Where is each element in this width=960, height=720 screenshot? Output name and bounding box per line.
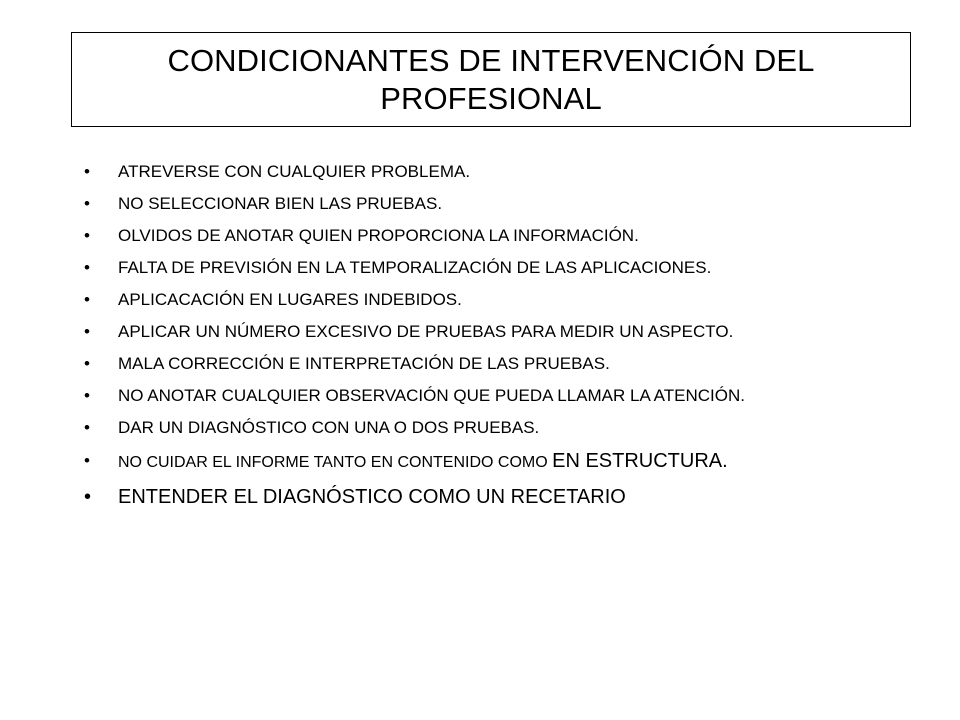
list-item [84,320,884,344]
bullet-icon: • [84,322,90,341]
list-item [84,384,884,408]
list-item [84,416,884,440]
list-item-text: NO SELECCIONAR BIEN LAS PRUEBAS. [118,194,443,213]
bullet-icon: • [84,354,90,373]
list-item-text: ENTENDER EL DIAGNÓSTICO COMO UN RECETARIO [118,486,626,508]
bullet-icon: • [84,418,90,437]
list-item-text: ATREVERSE CON CUALQUIER PROBLEMA. [118,162,471,181]
list-item-last [84,484,884,511]
list-item-text: FALTA DE PREVISIÓN EN LA TEMPORALIZACIÓN DE LAS APLICACIONES. [118,258,712,277]
list-item-text-small: NO CUIDAR EL INFORME TANTO EN CONTENIDO COMO [118,454,553,471]
list-item-text-large: EN ESTRUCTURA. [552,450,728,472]
bullet-icon: • [84,226,90,245]
list-item-text: DAR UN DIAGNÓSTICO CON UNA O DOS PRUEBAS. [118,418,540,437]
bullet-icon: • [84,258,90,277]
list-item-text: OLVIDOS DE ANOTAR QUIEN PROPORCIONA LA INFORMACIÓN. [118,226,639,245]
bullet-icon: • [84,194,90,213]
list-item-mixed [84,448,884,476]
list-item [84,192,884,216]
bullet-icon: • [84,386,90,405]
bullet-icon: • [84,486,92,508]
list-item-text: NO ANOTAR CUALQUIER OBSERVACIÓN QUE PUEDA LLAMAR LA ATENCIÓN. [118,386,745,405]
list-item [84,288,884,312]
list-item-text: MALA CORRECCIÓN E INTERPRETACIÓN DE LAS PRUEBAS. [118,354,610,373]
list-item [84,256,884,280]
list-item [84,160,884,184]
list-item-text: APLICACACIÓN EN LUGARES INDEBIDOS. [118,290,462,309]
list-item-text: APLICAR UN NÚMERO EXCESIVO DE PRUEBAS PARA MEDIR UN ASPECTO. [118,322,734,341]
list-item [84,224,884,248]
bullet-list [84,160,884,519]
bullet-icon: • [84,451,90,470]
title-box [71,32,911,127]
slide-title: CONDICIONANTES DE INTERVENCIÓN DEL PROFESIONAL [167,42,815,116]
bullet-icon: • [84,162,90,181]
list-item [84,352,884,376]
bullet-icon: • [84,290,90,309]
